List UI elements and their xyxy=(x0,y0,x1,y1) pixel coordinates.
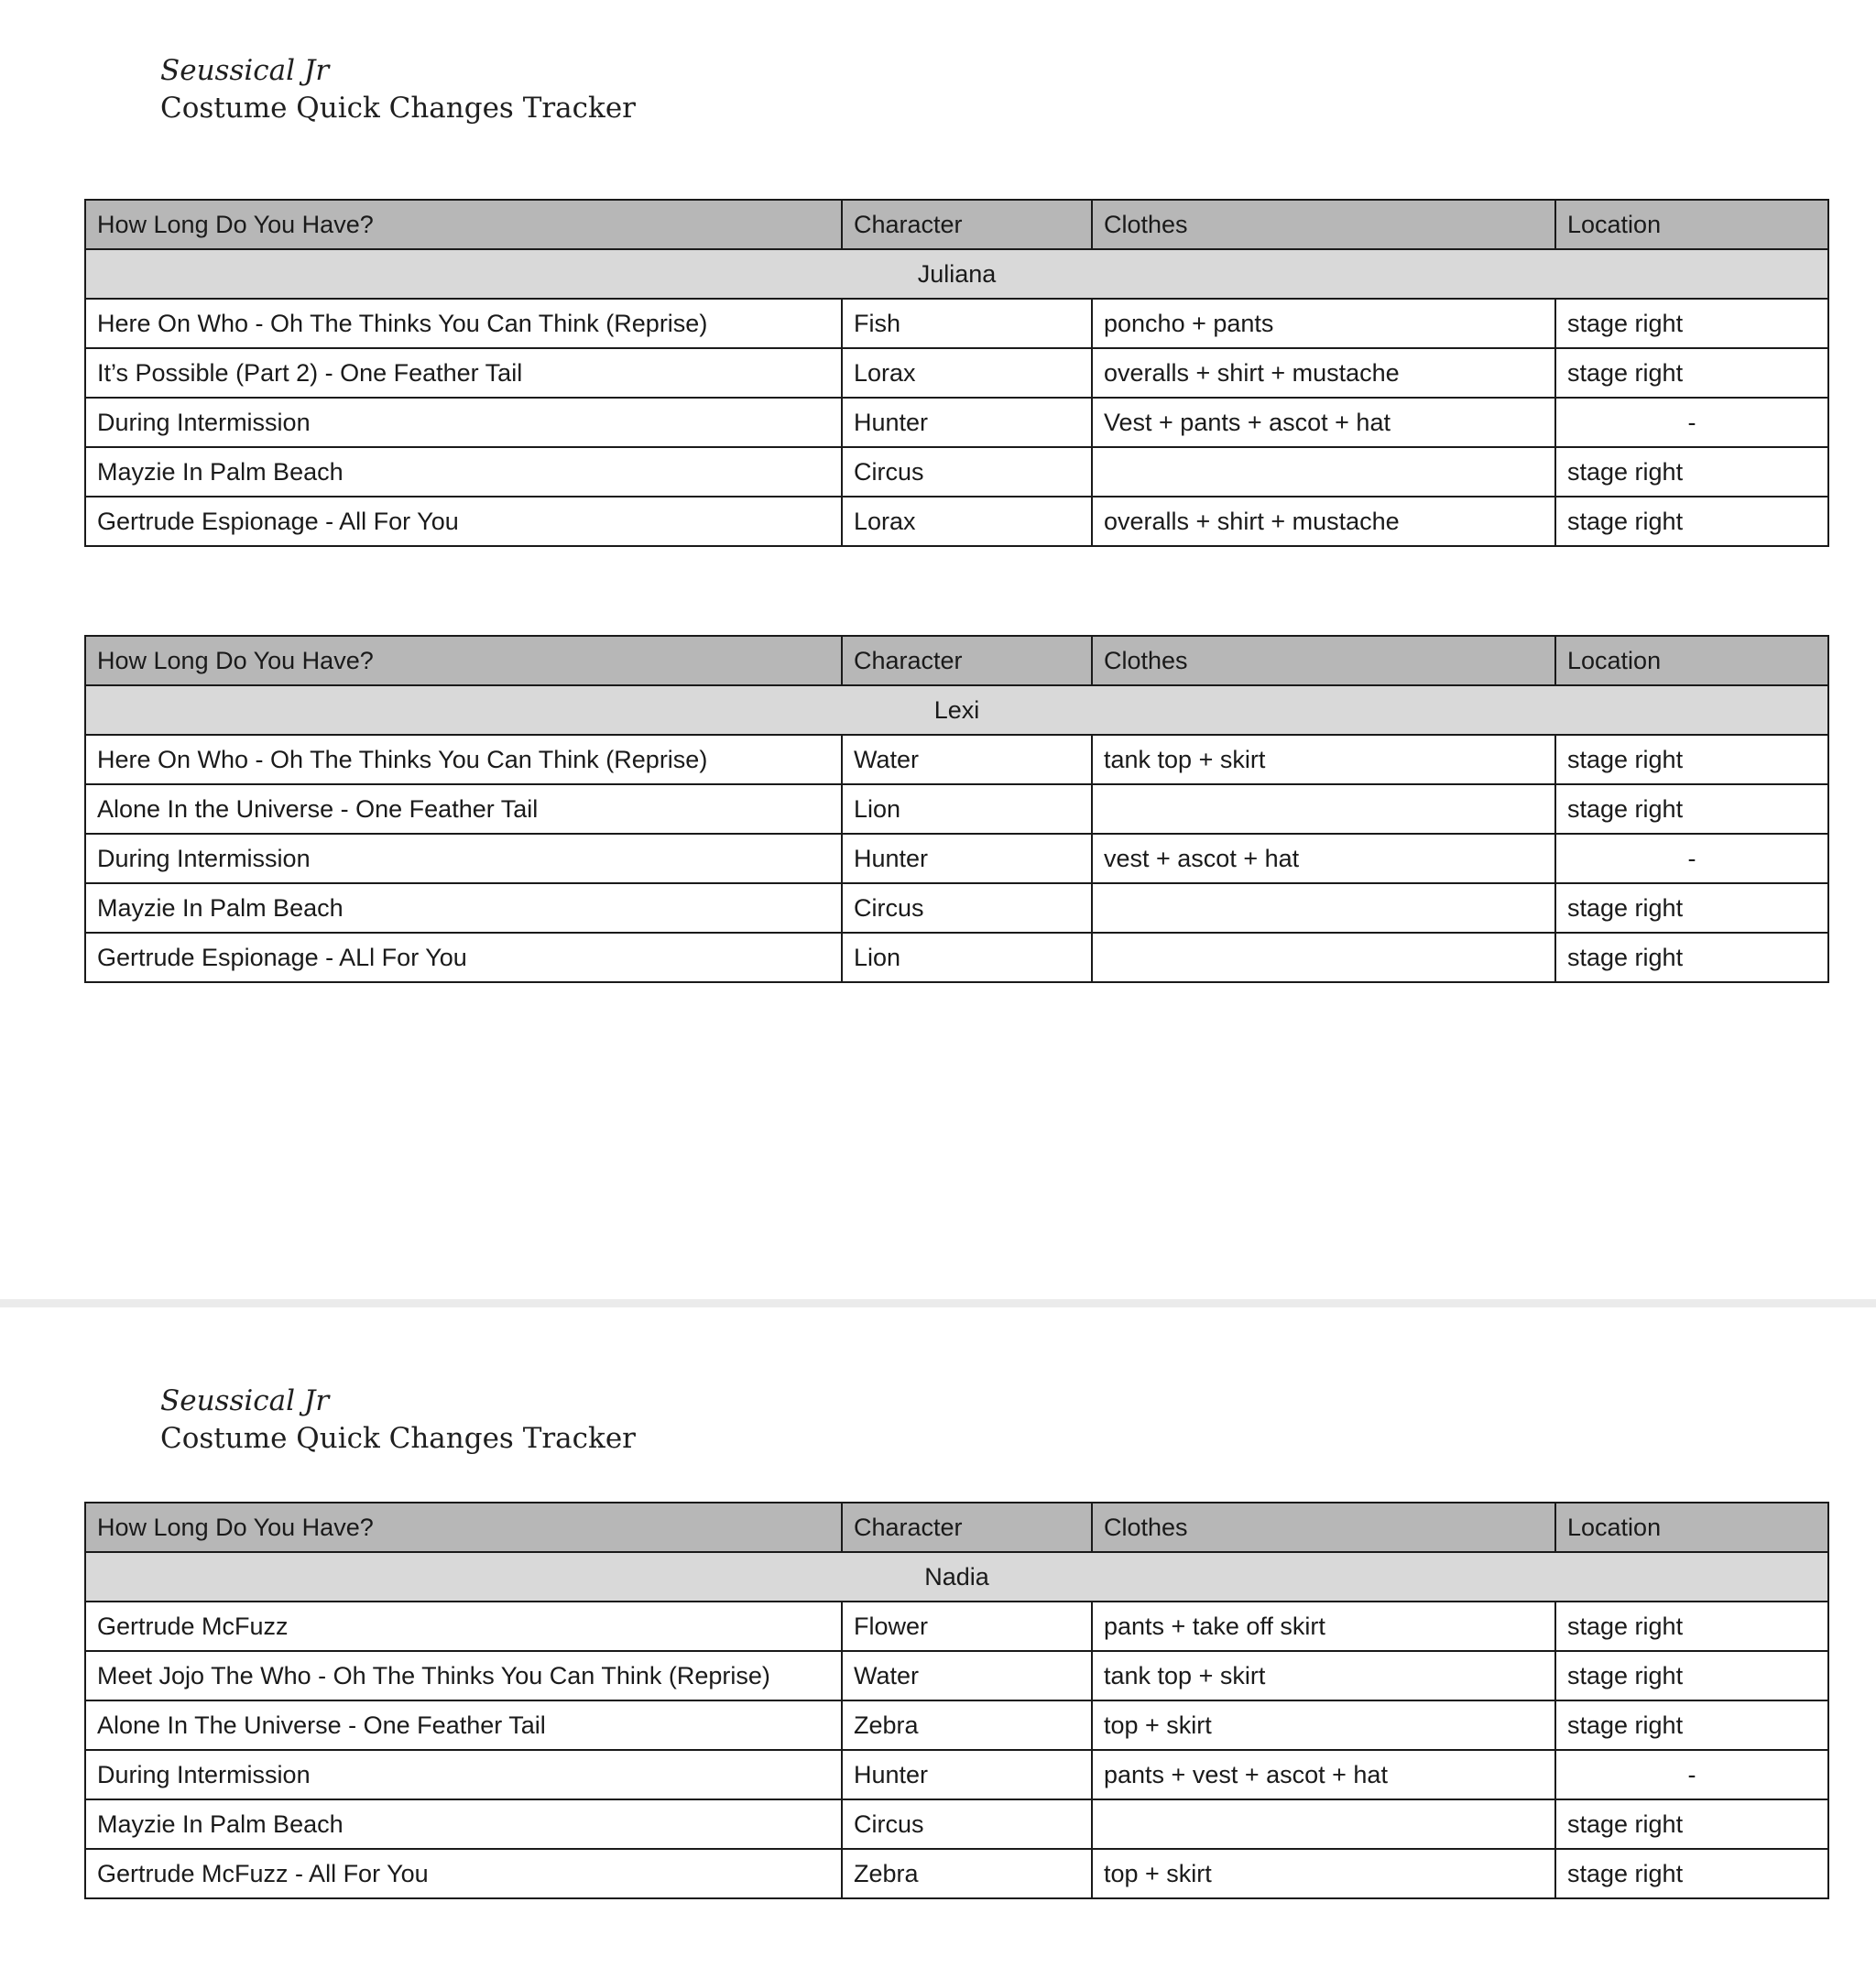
table-row xyxy=(85,1799,1828,1849)
cell-location: - xyxy=(1555,398,1828,447)
document-title xyxy=(160,1383,636,1458)
header-character: Character xyxy=(842,200,1092,249)
table-row xyxy=(85,1700,1828,1750)
cell-character: Hunter xyxy=(842,1750,1092,1799)
cell-clothes xyxy=(1092,933,1555,982)
cell-clothes: top + skirt xyxy=(1092,1849,1555,1898)
cell-clothes: pants + take off skirt xyxy=(1092,1602,1555,1651)
cell-character: Lion xyxy=(842,933,1092,982)
document-title xyxy=(160,52,636,127)
header-clothes: Clothes xyxy=(1092,636,1555,685)
header-character: Character xyxy=(842,1503,1092,1552)
cell-timing: Mayzie In Palm Beach xyxy=(85,447,842,497)
cell-location: stage right xyxy=(1555,348,1828,398)
header-clothes: Clothes xyxy=(1092,1503,1555,1552)
cell-timing: During Intermission xyxy=(85,398,842,447)
cell-character: Circus xyxy=(842,1799,1092,1849)
table-header-row xyxy=(85,1503,1828,1552)
header-location: Location xyxy=(1555,200,1828,249)
header-how-long: How Long Do You Have? xyxy=(85,200,842,249)
cell-timing: Here On Who - Oh The Thinks You Can Think (Reprise) xyxy=(85,299,842,348)
cell-character: Zebra xyxy=(842,1700,1092,1750)
document-page-2 xyxy=(0,1307,1876,1979)
table-header-row xyxy=(85,636,1828,685)
table-row xyxy=(85,398,1828,447)
cell-character: Lorax xyxy=(842,348,1092,398)
cell-timing: Gertrude Espionage - All For You xyxy=(85,497,842,546)
cell-location: - xyxy=(1555,834,1828,883)
cell-timing: Gertrude McFuzz xyxy=(85,1602,842,1651)
cell-timing: Meet Jojo The Who - Oh The Thinks You Can Think (Reprise) xyxy=(85,1651,842,1700)
cell-clothes xyxy=(1092,883,1555,933)
cell-location: stage right xyxy=(1555,1602,1828,1651)
cell-location: stage right xyxy=(1555,1849,1828,1898)
cell-timing: Gertrude Espionage - ALl For You xyxy=(85,933,842,982)
cell-clothes: poncho + pants xyxy=(1092,299,1555,348)
cell-timing: It’s Possible (Part 2) - One Feather Tail xyxy=(85,348,842,398)
show-title: Seussical Jr xyxy=(160,54,330,87)
table-row xyxy=(85,497,1828,546)
cell-clothes: pants + vest + ascot + hat xyxy=(1092,1750,1555,1799)
performer-name: Juliana xyxy=(85,249,1828,299)
cell-location: stage right xyxy=(1555,883,1828,933)
cell-timing: Mayzie In Palm Beach xyxy=(85,1799,842,1849)
cell-character: Lorax xyxy=(842,497,1092,546)
header-location: Location xyxy=(1555,1503,1828,1552)
table-header-row xyxy=(85,200,1828,249)
cell-location: stage right xyxy=(1555,299,1828,348)
performer-name: Nadia xyxy=(85,1552,1828,1602)
cell-clothes: overalls + shirt + mustache xyxy=(1092,348,1555,398)
cell-character: Water xyxy=(842,1651,1092,1700)
cell-character: Circus xyxy=(842,883,1092,933)
cell-location: stage right xyxy=(1555,1799,1828,1849)
document-subtitle: Costume Quick Changes Tracker xyxy=(160,1422,636,1455)
performer-name: Lexi xyxy=(85,685,1828,735)
cell-timing: Mayzie In Palm Beach xyxy=(85,883,842,933)
cell-clothes: Vest + pants + ascot + hat xyxy=(1092,398,1555,447)
cell-timing: During Intermission xyxy=(85,1750,842,1799)
cell-clothes: vest + ascot + hat xyxy=(1092,834,1555,883)
table-row xyxy=(85,834,1828,883)
cell-location: - xyxy=(1555,1750,1828,1799)
cell-clothes: tank top + skirt xyxy=(1092,735,1555,784)
table-row xyxy=(85,735,1828,784)
table-row xyxy=(85,299,1828,348)
table-row xyxy=(85,1849,1828,1898)
table-row xyxy=(85,883,1828,933)
cell-clothes xyxy=(1092,1799,1555,1849)
cell-character: Zebra xyxy=(842,1849,1092,1898)
cell-clothes xyxy=(1092,784,1555,834)
cell-character: Circus xyxy=(842,447,1092,497)
header-how-long: How Long Do You Have? xyxy=(85,1503,842,1552)
cell-location: stage right xyxy=(1555,933,1828,982)
cell-character: Flower xyxy=(842,1602,1092,1651)
cell-timing: Alone In The Universe - One Feather Tail xyxy=(85,1700,842,1750)
cell-location: stage right xyxy=(1555,1700,1828,1750)
cell-character: Hunter xyxy=(842,834,1092,883)
cell-timing: Here On Who - Oh The Thinks You Can Think (Reprise) xyxy=(85,735,842,784)
quick-change-table-lexi xyxy=(84,635,1829,983)
table-row xyxy=(85,933,1828,982)
cell-clothes: tank top + skirt xyxy=(1092,1651,1555,1700)
quick-change-table-nadia xyxy=(84,1502,1829,1899)
cell-location: stage right xyxy=(1555,447,1828,497)
cell-character: Hunter xyxy=(842,398,1092,447)
cell-character: Fish xyxy=(842,299,1092,348)
table-row xyxy=(85,1602,1828,1651)
cell-clothes: top + skirt xyxy=(1092,1700,1555,1750)
cell-timing: Gertrude McFuzz - All For You xyxy=(85,1849,842,1898)
performer-row xyxy=(85,249,1828,299)
cell-clothes xyxy=(1092,447,1555,497)
header-clothes: Clothes xyxy=(1092,200,1555,249)
cell-clothes: overalls + shirt + mustache xyxy=(1092,497,1555,546)
table-row xyxy=(85,1651,1828,1700)
page-separator xyxy=(0,1299,1876,1307)
cell-character: Water xyxy=(842,735,1092,784)
show-title: Seussical Jr xyxy=(160,1384,330,1417)
cell-location: stage right xyxy=(1555,784,1828,834)
table-row xyxy=(85,348,1828,398)
performer-row xyxy=(85,685,1828,735)
performer-row xyxy=(85,1552,1828,1602)
table-row xyxy=(85,784,1828,834)
cell-location: stage right xyxy=(1555,497,1828,546)
cell-timing: Alone In the Universe - One Feather Tail xyxy=(85,784,842,834)
cell-location: stage right xyxy=(1555,735,1828,784)
cell-timing: During Intermission xyxy=(85,834,842,883)
table-row xyxy=(85,447,1828,497)
table-row xyxy=(85,1750,1828,1799)
header-character: Character xyxy=(842,636,1092,685)
header-how-long: How Long Do You Have? xyxy=(85,636,842,685)
cell-character: Lion xyxy=(842,784,1092,834)
header-location: Location xyxy=(1555,636,1828,685)
quick-change-table-juliana xyxy=(84,199,1829,547)
cell-location: stage right xyxy=(1555,1651,1828,1700)
document-subtitle: Costume Quick Changes Tracker xyxy=(160,92,636,125)
